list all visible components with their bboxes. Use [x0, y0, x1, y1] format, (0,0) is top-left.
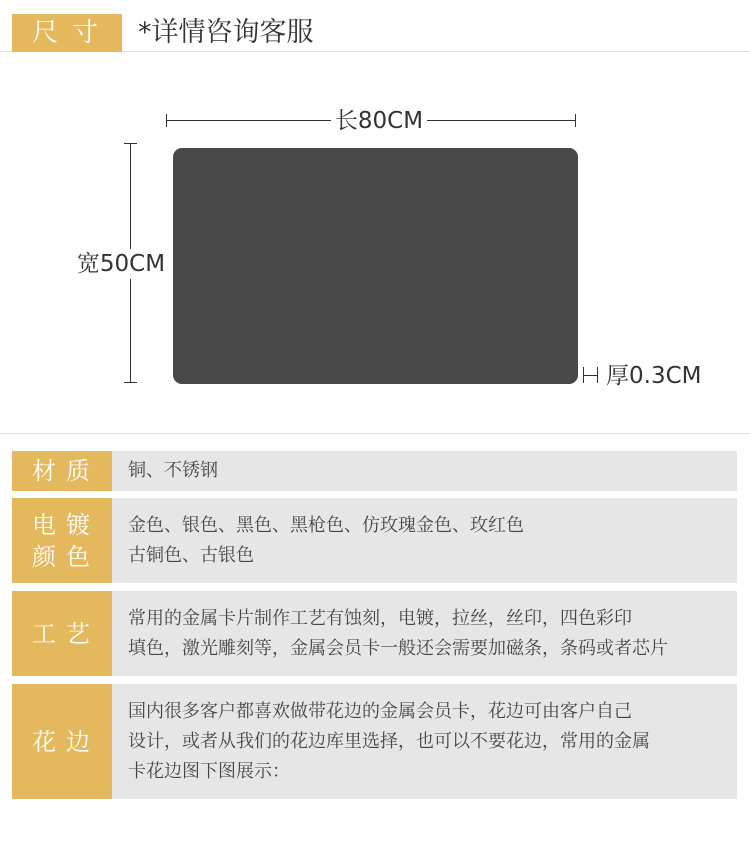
spec-label-line: 颜色: [32, 542, 100, 571]
spec-value-line: 铜、不锈钢: [128, 460, 218, 481]
spec-label: [12, 451, 112, 491]
spec-value-line: 金色、银色、黑色、黑枪色、仿玫瑰金色、玫红色: [128, 514, 524, 536]
spec-row-material: [12, 451, 737, 491]
spec-value: [128, 451, 729, 491]
width-label: 宽50CM: [76, 251, 166, 277]
spec-value-line: 古铜色、古银色: [128, 544, 254, 566]
spec-value: [128, 591, 729, 676]
spec-label: [12, 498, 112, 583]
spec-value-line: 常用的金属卡片制作工艺有蚀刻，电镀，拉丝，丝印，四色彩印: [128, 607, 632, 629]
thickness-dimension-marker: [583, 367, 598, 383]
spec-label-line: 材质: [32, 457, 100, 485]
spec-value-line: 国内很多客户都喜欢做带花边的金属会员卡，花边可由客户自己: [128, 700, 632, 722]
spec-label-line: 工艺: [32, 619, 100, 648]
section-header: [0, 0, 750, 52]
spec-row-border-pattern: [12, 684, 737, 799]
spec-row-craft: [12, 591, 737, 676]
spec-label: [12, 684, 112, 799]
spec-value-line: 填色，激光雕刻等，金属会员卡一般还会需要加磁条，条码或者芯片: [128, 637, 668, 659]
length-label: 长80CM: [331, 106, 427, 136]
section-note: *详情咨询客服: [138, 17, 314, 48]
section-title-tag: 尺寸: [12, 14, 122, 52]
spec-value: [128, 684, 729, 799]
thickness-label: 厚0.3CM: [606, 363, 702, 389]
spec-row-plating-color: [12, 498, 737, 583]
spec-value: [128, 498, 729, 583]
spec-value-line: 设计，或者从我们的花边库里选择，也可以不要花边，常用的金属: [128, 730, 650, 752]
spec-label-line: 电镀: [32, 510, 100, 539]
spec-label: [12, 591, 112, 676]
size-diagram: [0, 52, 750, 434]
card-preview: [173, 148, 578, 384]
spec-value-line: 卡花边图下图展示：: [128, 760, 290, 782]
spec-label-line: 花边: [32, 727, 100, 756]
